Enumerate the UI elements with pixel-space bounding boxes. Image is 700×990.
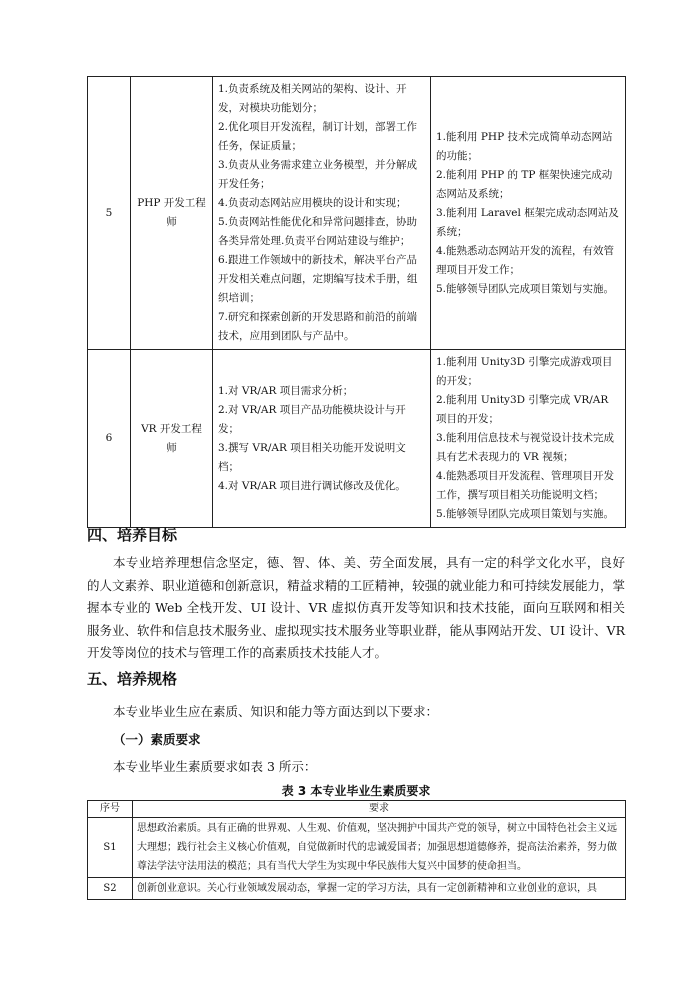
- requirement-id: S1: [88, 818, 133, 878]
- duty-item: 2.对 VR/AR 项目产品功能模块设计与开发；: [218, 403, 406, 435]
- column-header-req: 要求: [133, 801, 626, 818]
- table-row: [88, 878, 626, 900]
- quality-requirements-table: [87, 800, 626, 900]
- column-header-seq: 序号: [88, 801, 133, 818]
- job-title: VR 开发工程师: [131, 350, 213, 528]
- job-duties: [213, 77, 431, 350]
- ability-item: 1.能利用 PHP 技术完成简单动态网站的功能；: [436, 130, 613, 162]
- sub-heading: （一）素质要求: [113, 732, 201, 747]
- duty-item: 5.负责网站性能优化和异常问题排查，协助各类异常处理.负责平台网站建设与维护；: [218, 216, 418, 247]
- duty-item: 1.负责系统及相关网站的架构、设计、开发，对模块功能划分；: [218, 83, 407, 114]
- duty-item: 2.优化项目开发流程，制订计划，部署工作任务，保证质量；: [218, 121, 418, 152]
- job-roles-table: [87, 76, 626, 528]
- section-paragraph: 本专业培养理想信念坚定，德、智、体、美、劳全面发展，具有一定的科学文化水平，良好的人文素养、职业道德和创新意识，精益求精的工匠精神，较强的就业能力和可持续发展能力，掌握本专业的 Web 全栈开发、UI 设计、VR 虚拟仿真开发等知识和技术技能，面向互联网和相关服务业、软件和信息技术服务业、虚拟现实技术服务业等职业群，能从事网站开发、UI 设计、VR 开发等岗位的技术与管理工作的高素质技术技能人才。: [87, 555, 625, 660]
- duty-item: 1.对 VR/AR 项目需求分析；: [218, 384, 354, 397]
- table-row: [88, 350, 626, 528]
- duty-item: 3.负责从业务需求建立业务模型，并分解成开发任务；: [218, 159, 418, 190]
- ability-item: 4.能熟悉动态网站开发的流程，有效管理项目开发工作；: [436, 244, 615, 276]
- ability-item: 2.能利用 Unity3D 引擎完成 VR/AR 项目的开发；: [436, 394, 609, 425]
- ability-item: 3.能利用 Laravel 框架完成动态网站及系统；: [436, 206, 619, 238]
- duty-item: 6.跟进工作领域中的新技术，解决平台产品开发相关难点问题，定期编写技术手册，组织培训；: [218, 254, 418, 304]
- table-header-row: [88, 801, 626, 818]
- ability-item: 5.能够领导团队完成项目策划与实施。: [436, 508, 615, 520]
- duty-item: 7.研究和探索创新的开发思路和前沿的前端技术，应用到团队与产品中。: [218, 311, 418, 342]
- requirement-text: 创新创业意识。关心行业领域发展动态，掌握一定的学习方法，具有一定创新精神和立业创业的意识，具: [133, 878, 626, 900]
- job-abilities: [431, 77, 626, 350]
- section-heading: 五、培养规格: [87, 670, 178, 688]
- job-title: PHP 开发工程师: [131, 77, 213, 350]
- table-row: [88, 77, 626, 350]
- section-heading: 四、培养目标: [87, 526, 178, 544]
- ability-item: 5.能够领导团队完成项目策划与实施。: [436, 282, 615, 295]
- duty-item: 3.撰写 VR/AR 项目相关功能开发说明文档；: [218, 441, 406, 473]
- ability-item: 2.能利用 PHP 的 TP 框架快速完成动态网站及系统；: [436, 168, 613, 200]
- duty-item: 4.对 VR/AR 项目进行调试修改及优化。: [218, 479, 406, 492]
- ability-item: 3.能利用信息技术与视觉设计技术完成具有艺术表现力的 VR 视频；: [436, 432, 615, 463]
- table-caption: 表 3 本专业毕业生素质要求: [281, 784, 431, 798]
- table-intro-text: 本专业毕业生素质要求如表 3 所示：: [113, 759, 317, 774]
- job-duties: [213, 350, 431, 528]
- job-abilities: [431, 350, 626, 528]
- ability-item: 1.能利用 Unity3D 引擎完成游戏项目的开发；: [436, 356, 613, 387]
- row-number: 6: [88, 350, 131, 528]
- intro-text: 本专业毕业生应在素质、知识和能力等方面达到以下要求：: [113, 704, 439, 719]
- requirement-id: S2: [88, 878, 133, 900]
- row-number: 5: [88, 77, 131, 350]
- duty-item: 4.负责动态网站应用模块的设计和实现；: [218, 197, 407, 209]
- ability-item: 4.能熟悉项目开发流程、管理项目开发工作，撰写项目相关功能说明文档；: [436, 470, 615, 501]
- table-row: [88, 818, 626, 878]
- requirement-text: 思想政治素质。具有正确的世界观、人生观、价值观，坚决拥护中国共产党的领导，树立中国特色社会主义远大理想；践行社会主义核心价值观，自觉做新时代的忠诚爱国者；加强思想道德修养，提高法治素养，努力做尊法学法守法用法的模范；具有当代大学生为实现中华民族伟大复兴中国梦的使命担当。: [133, 818, 626, 878]
